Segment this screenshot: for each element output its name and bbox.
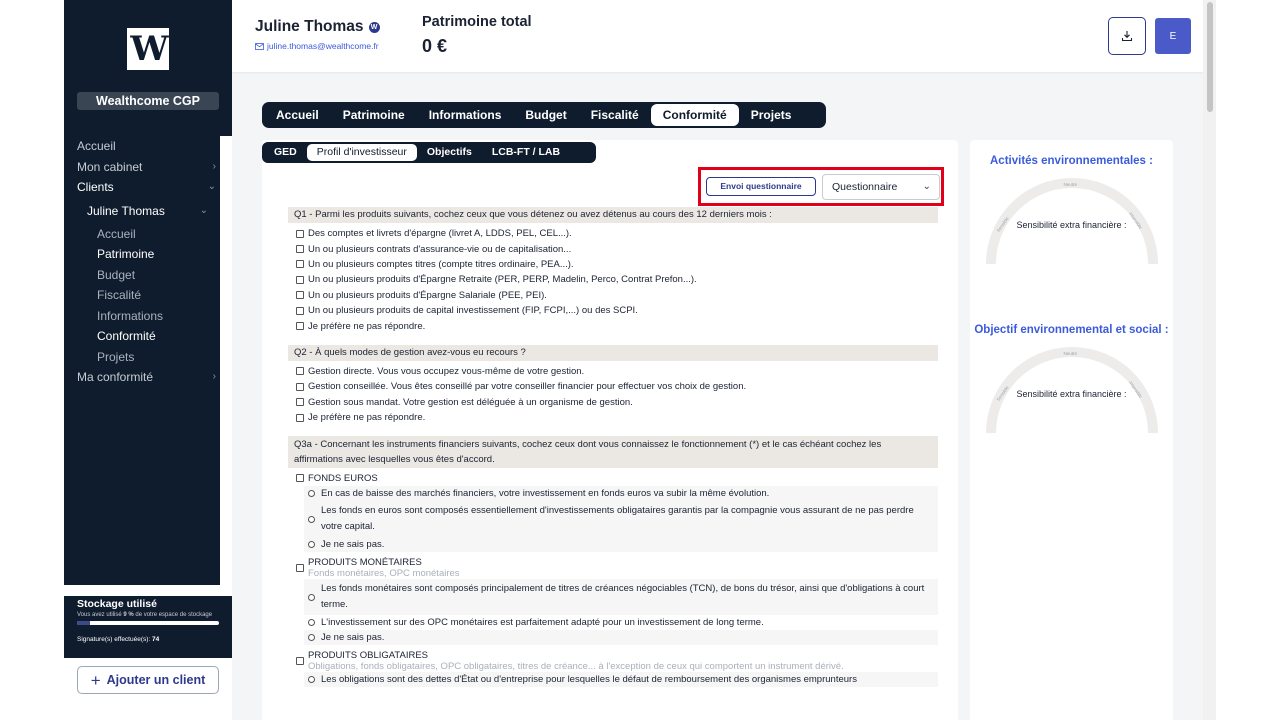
checkbox[interactable] <box>296 307 304 315</box>
q3a-group-fonds-euros[interactable]: FONDS EUROS <box>288 470 938 486</box>
q1-option[interactable]: Un ou plusieurs produits de capital investissement (FIP, FCPI,...) ou des SCPI. <box>288 303 938 318</box>
mail-icon <box>255 43 264 50</box>
env-activities-gauge <box>986 178 1158 264</box>
env-objective-title: Objectif environnemental et social : <box>974 324 1169 336</box>
q2-option[interactable]: Gestion directe. Vous vous occupez vous-même de votre gestion. <box>288 364 938 379</box>
gauge-label-neutre: Neutre <box>1063 182 1078 187</box>
sidebar-item-clients[interactable]: Clients ⌄ <box>64 177 232 198</box>
page-scrollbar-thumb[interactable] <box>1207 2 1213 112</box>
gauge-label-neutre: Neutre <box>1063 351 1078 356</box>
radio[interactable] <box>308 619 315 626</box>
radio[interactable] <box>308 594 315 601</box>
sidebar-item-client-juline-thomas[interactable]: Juline Thomas ⌄ <box>64 198 232 224</box>
tab-conformite[interactable]: Conformité <box>651 104 739 126</box>
tab-informations[interactable]: Informations <box>428 108 502 122</box>
chevron-down-icon: ⌄ <box>922 181 931 192</box>
q3a-group-produits-monetaires[interactable]: PRODUITS MONÉTAIRES Fonds monétaires, OPC monétaires <box>288 557 938 579</box>
q3a-answer[interactable]: Les obligations sont des dettes d'État ou d'entreprise pour lesquelles le défaut de remboursement des organismes emprunteurs <box>304 672 938 687</box>
q3a-answer[interactable]: En cas de baisse des marchés financiers, votre investissement en fonds euros va subir la même évolution. <box>304 486 938 501</box>
download-icon <box>1121 30 1133 42</box>
checkbox[interactable] <box>296 564 304 572</box>
checkbox[interactable] <box>296 230 304 238</box>
checkbox[interactable] <box>296 245 304 253</box>
questionnaire-form <box>288 205 938 687</box>
question-q1: Q1 - Parmi les produits suivants, cochez ceux que vous détenez ou avez détenus au cours des 12 derniers mois : <box>288 207 938 223</box>
question-q2: Q2 - À quels modes de gestion avez-vous eu recours ? <box>288 345 938 361</box>
chevron-right-icon: › <box>212 371 216 382</box>
q2-option[interactable]: Je préfère ne pas répondre. <box>288 410 938 425</box>
q3a-answer[interactable]: Les fonds monétaires sont composés principalement de titres de créances négociables (TCN), de bons du trésor, ainsi que d'obligations à court terme. <box>304 579 938 615</box>
checkbox[interactable] <box>296 398 304 406</box>
checkbox[interactable] <box>296 657 304 665</box>
checkbox[interactable] <box>296 474 304 482</box>
sidebar-item-accueil[interactable]: Accueil <box>77 139 116 153</box>
signatures-count: Signature(s) effectuée(s): 74 <box>77 636 160 643</box>
chevron-right-icon: › <box>212 160 216 172</box>
app-window <box>64 0 1216 720</box>
environmental-panel <box>970 140 1173 720</box>
storage-progress-fill <box>77 621 90 625</box>
tab-budget[interactable]: Budget <box>525 108 567 122</box>
subtab-objectifs[interactable]: Objectifs <box>426 146 472 158</box>
gauge-value-label: Sensibilité extra financière : <box>1016 389 1127 399</box>
radio[interactable] <box>308 541 315 548</box>
client-name: Juline Thomas W <box>255 18 380 36</box>
q3a-group-produits-obligataires[interactable]: PRODUITS OBLIGATAIRES Obligations, fonds obligataires, OPC obligataires, titres de créance... à l'exception de ceux qui comportent un instrument dérivé. <box>288 650 938 672</box>
sidebar-subitem-conformite[interactable]: Conformité <box>97 329 156 343</box>
q1-option[interactable]: Des comptes et livrets d'épargne (livret A, LDDS, PEL, CEL...). <box>288 226 938 241</box>
q3a-answer[interactable]: Je ne sais pas. <box>304 537 938 552</box>
sidebar-subitem-budget[interactable]: Budget <box>97 267 136 282</box>
q1-option[interactable]: Un ou plusieurs contrats d'assurance-vie ou de capitalisation... <box>288 241 938 256</box>
q1-option[interactable]: Je préfère ne pas répondre. <box>288 318 938 333</box>
checkbox[interactable] <box>296 414 304 422</box>
q1-option[interactable]: Un ou plusieurs comptes titres (compte titres ordinaire, PEA...). <box>288 257 938 272</box>
tab-accueil[interactable]: Accueil <box>276 108 319 122</box>
env-activities-title: Activités environnementales : <box>990 155 1153 167</box>
client-email[interactable]: juline.thomas@wealthcome.fr <box>255 41 379 51</box>
gauge-label-intensible: Intensible <box>1127 380 1143 399</box>
sidebar-subitem-fiscalite[interactable]: Fiscalité <box>97 288 142 302</box>
client-badge-icon: W <box>369 22 380 33</box>
sidebar <box>64 0 232 720</box>
subtab-profil-investisseur[interactable]: Profil d'investisseur <box>307 144 417 161</box>
q3a-answer[interactable]: Je ne sais pas. <box>304 630 938 645</box>
checkbox[interactable] <box>296 322 304 330</box>
checkbox[interactable] <box>296 367 304 375</box>
subtab-lcb-ft-lab[interactable]: LCB-FT / LAB <box>491 146 561 158</box>
plus-icon: + <box>90 670 101 690</box>
sidebar-subitem-accueil[interactable]: Accueil <box>97 226 136 241</box>
q3a-answer[interactable]: Les fonds en euros sont composés essentiellement d'investissements obligataires garantis par la compagnie vous assurant de ne pas perdre votre capital. <box>304 501 938 537</box>
tab-patrimoine[interactable]: Patrimoine <box>342 108 405 122</box>
radio[interactable] <box>308 490 315 497</box>
chevron-down-icon: ⌄ <box>207 181 216 192</box>
q1-option[interactable]: Un ou plusieurs produits d'Épargne Retraite (PER, PERP, Madelin, Perco, Contrat Prefon...). <box>288 272 938 287</box>
patrimoine-total-value: 0 € <box>422 36 448 56</box>
sidebar-subitem-projets[interactable]: Projets <box>97 349 135 364</box>
storage-progress-bar <box>77 621 219 625</box>
sidebar-subitem-patrimoine[interactable]: Patrimoine <box>97 247 155 261</box>
question-q3a: Q3a - Concernant les instruments financiers suivants, cochez ceux dont vous connaissez le fonctionnement (*) et le cas échéant cochez les affirmations avec lesquelles vous êtes d'accord. <box>288 436 938 468</box>
conformite-subtabs <box>262 142 596 163</box>
radio[interactable] <box>308 634 315 641</box>
checkbox[interactable] <box>296 260 304 268</box>
storage-title: Stockage utilisé <box>77 598 157 610</box>
storage-panel <box>64 596 232 658</box>
sidebar-item-mon-cabinet[interactable]: Mon cabinet › <box>64 157 232 178</box>
gauge-label-sensible: Sensible <box>995 215 1010 234</box>
checkbox[interactable] <box>296 383 304 391</box>
q2-option[interactable]: Gestion conseillée. Vous êtes conseillé par votre conseiller financier pour effectuer vos choix de gestion. <box>288 379 938 394</box>
gauge-label-intensible: Intensible <box>1127 211 1143 230</box>
q2-option[interactable]: Gestion sous mandat. Votre gestion est déléguée à un organisme de gestion. <box>288 395 938 410</box>
subtab-ged[interactable]: GED <box>274 146 297 158</box>
sidebar-item-ma-conformite[interactable]: Ma conformité › <box>64 367 232 388</box>
client-header <box>232 0 1216 72</box>
radio[interactable] <box>308 676 315 683</box>
wealthcome-logo[interactable]: W <box>127 28 169 70</box>
add-client-button[interactable]: + Ajouter un client <box>77 666 219 694</box>
sidebar-nav <box>64 136 232 388</box>
user-avatar-button[interactable]: E <box>1155 18 1191 54</box>
tab-projets[interactable]: Projets <box>750 108 792 122</box>
storage-text: Vous avez utilisé 9 % de votre espace de stockage <box>77 612 213 618</box>
patrimoine-total-title: Patrimoine total <box>422 14 532 30</box>
radio[interactable] <box>308 516 315 523</box>
checkbox[interactable] <box>296 291 304 299</box>
gauge-value-label: Sensibilité extra financière : <box>1016 220 1127 230</box>
gauge-label-sensible: Sensible <box>995 384 1010 403</box>
questionnaire-select[interactable]: Questionnaire ⌄ <box>822 174 940 200</box>
sidebar-subitem-informations[interactable]: Informations <box>97 308 164 323</box>
tab-fiscalite[interactable]: Fiscalité <box>590 108 639 122</box>
chevron-down-icon: ⌄ <box>199 204 208 216</box>
checkbox[interactable] <box>296 276 304 284</box>
env-objective-gauge <box>986 347 1158 433</box>
send-questionnaire-button[interactable]: Envoi questionnaire <box>706 177 816 196</box>
conformite-card <box>262 140 958 720</box>
main-tabs <box>262 102 826 128</box>
q3a-answer[interactable]: L'investissement sur des OPC monétaires est parfaitement adapté pour un investissement de long terme. <box>304 615 938 630</box>
firm-name: Wealthcome CGP <box>77 92 219 110</box>
download-button[interactable] <box>1108 17 1146 55</box>
q1-option[interactable]: Un ou plusieurs produits d'Épargne Salariale (PEE, PEI). <box>288 288 938 303</box>
